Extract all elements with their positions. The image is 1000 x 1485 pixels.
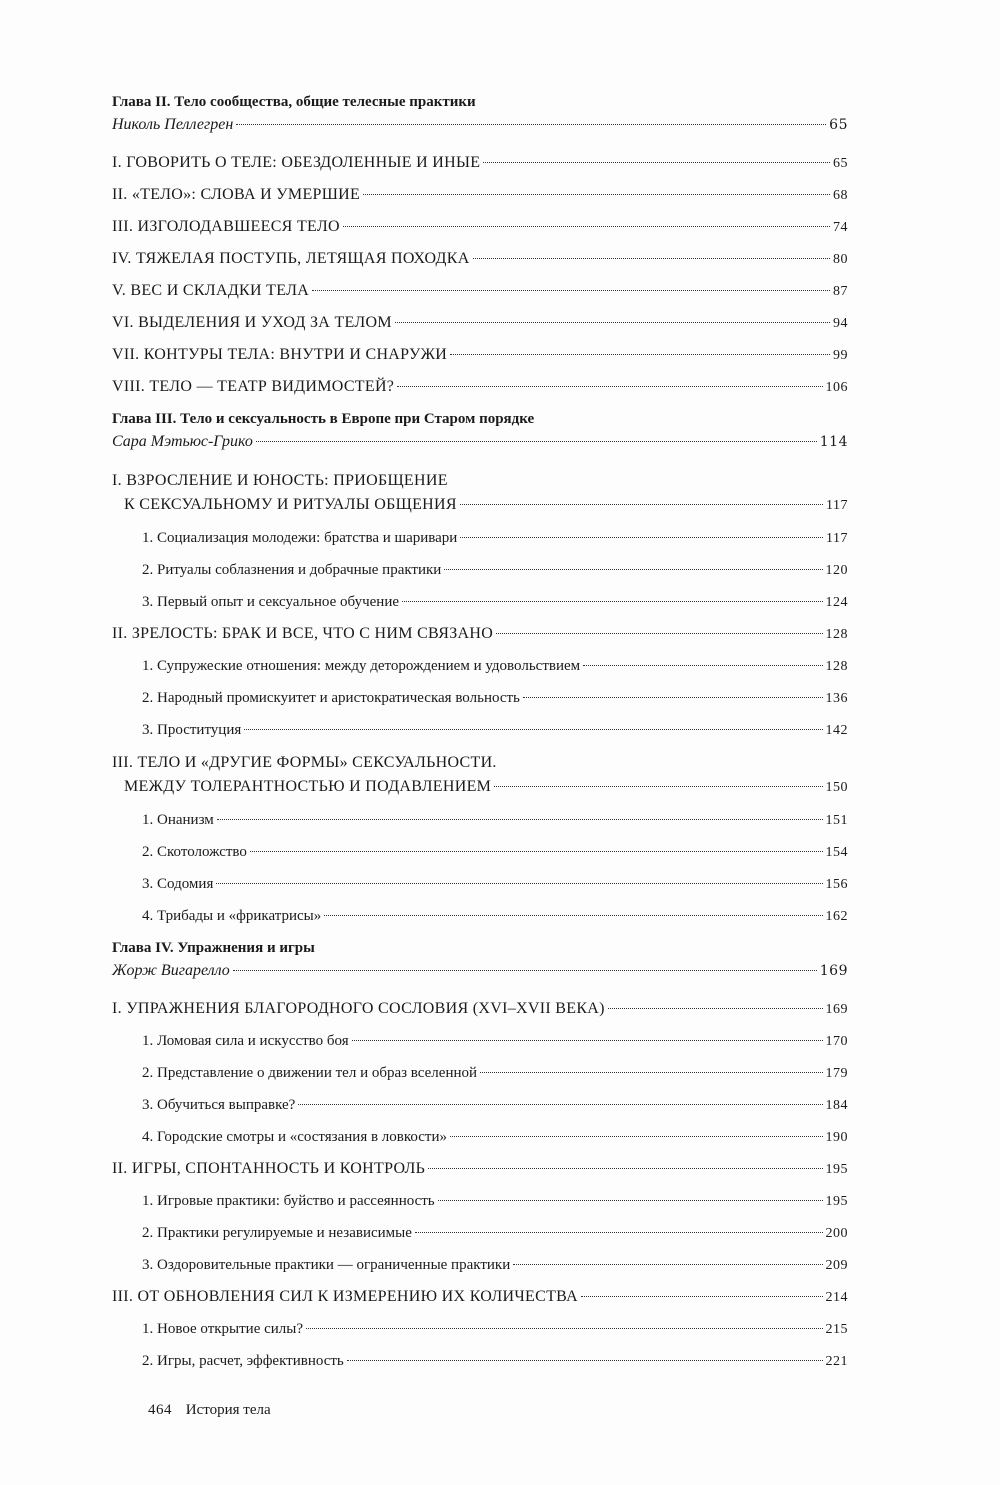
dot-leader	[217, 819, 823, 820]
toc-section	[112, 312, 848, 335]
chapter-title: Глава III. Тело и сексуальность в Европе при Старом порядке	[112, 411, 535, 427]
subsection-title: 2. Практики регулируемые и независимые	[142, 1225, 412, 1241]
subsection-title: 3. Обучиться выправке?	[142, 1097, 296, 1113]
section-title: III. ИЗГОЛОДАВШЕЕСЯ ТЕЛО	[112, 218, 340, 235]
page-number: 169	[819, 963, 848, 979]
subsection-title: 1. Новое открытие силы?	[142, 1321, 304, 1337]
page-number: 80	[833, 252, 848, 267]
toc-section	[112, 184, 848, 207]
dot-leader	[343, 226, 830, 227]
dot-leader	[513, 1264, 822, 1265]
toc-subsection	[112, 719, 848, 742]
dot-leader	[397, 386, 822, 387]
page-number: 68	[833, 188, 848, 203]
subsection-title: 3. Оздоровительные практики — ограниченные практики	[142, 1257, 511, 1273]
toc-section	[112, 998, 848, 1021]
toc-subsection	[112, 809, 848, 832]
page-number: 151	[825, 813, 848, 828]
page-number: 128	[825, 659, 848, 674]
toc-section-multiline	[112, 469, 848, 518]
dot-leader	[444, 569, 822, 570]
dot-leader	[581, 1296, 823, 1297]
dot-leader	[298, 1104, 822, 1105]
page-number: 142	[825, 723, 848, 738]
page-number: 184	[825, 1098, 848, 1113]
page-footer	[148, 1402, 271, 1419]
dot-leader	[347, 1360, 823, 1361]
subsection-title: 2. Ритуалы соблазнения и добрачные практики	[142, 562, 442, 578]
dot-leader	[363, 194, 830, 195]
dot-leader	[256, 441, 817, 442]
dot-leader	[216, 883, 822, 884]
section-title: IV. ТЯЖЕЛАЯ ПОСТУПЬ, ЛЕТЯЩАЯ ПОХОДКА	[112, 250, 470, 267]
subsection-title: 3. Первый опыт и сексуальное обучение	[142, 594, 399, 610]
toc-section	[112, 280, 848, 303]
dot-leader	[250, 851, 823, 852]
subsection-title: 1. Игровые практики: буйство и рассеянность	[142, 1193, 435, 1209]
page-number: 200	[825, 1226, 848, 1241]
table-of-contents	[112, 92, 848, 1382]
dot-leader	[395, 322, 830, 323]
page-number: 74	[833, 220, 848, 235]
toc-section-multiline	[112, 751, 848, 800]
subsection-title: 1. Социализация молодежи: братства и шаривари	[142, 530, 458, 546]
page-number: 65	[829, 117, 848, 133]
toc-section	[112, 344, 848, 367]
page-number: 150	[825, 780, 848, 795]
dot-leader	[523, 697, 823, 698]
toc-section	[112, 775, 848, 800]
section-title-line2: МЕЖДУ ТОЛЕРАНТНОСТЬЮ И ПОДАВЛЕНИЕМ	[124, 778, 492, 795]
dot-leader	[324, 915, 822, 916]
page-number: 190	[825, 1130, 848, 1145]
subsection-title: 4. Трибады и «фрикатрисы»	[142, 908, 322, 924]
section-title: II. ИГРЫ, СПОНТАННОСТЬ И КОНТРОЛЬ	[112, 1160, 426, 1177]
toc-subsection	[112, 1190, 848, 1213]
toc-subsection	[112, 1350, 848, 1373]
page-number: 179	[825, 1066, 848, 1081]
dot-leader	[583, 665, 822, 666]
toc-subsection	[112, 1030, 848, 1053]
toc-section	[112, 1286, 848, 1309]
section-title-line1: I. ВЗРОСЛЕНИЕ И ЮНОСТЬ: ПРИОБЩЕНИЕ	[112, 472, 448, 489]
dot-leader	[496, 633, 822, 634]
subsection-title: 2. Народный промискуитет и аристократическая вольность	[142, 690, 520, 706]
footer-book-title: История тела	[185, 1402, 271, 1418]
chapter-author-row	[112, 431, 848, 453]
chapter-author-row	[112, 114, 848, 136]
page-number: 120	[825, 563, 848, 578]
page-number: 94	[833, 316, 848, 331]
chapter-author: Жорж Вигарелло	[112, 962, 230, 979]
subsection-title: 3. Проституция	[142, 722, 242, 738]
toc-section	[112, 152, 848, 175]
page-number: 128	[825, 627, 848, 642]
dot-leader	[483, 162, 830, 163]
toc-subsection	[112, 1126, 848, 1149]
toc-subsection	[112, 687, 848, 710]
page-number: 156	[825, 877, 848, 892]
dot-leader	[233, 970, 817, 971]
chapter-title: Глава II. Тело сообщества, общие телесные практики	[112, 94, 476, 110]
dot-leader	[494, 786, 822, 787]
toc-subsection	[112, 841, 848, 864]
page-number: 169	[825, 1002, 848, 1017]
section-title: III. ОТ ОБНОВЛЕНИЯ СИЛ К ИЗМЕРЕНИЮ ИХ КОЛИЧЕСТВА	[112, 1288, 578, 1305]
chapter-author: Сара Мэтьюс-Грико	[112, 433, 253, 450]
page-number: 136	[825, 691, 848, 706]
section-title: I. ГОВОРИТЬ О ТЕЛЕ: ОБЕЗДОЛЕННЫЕ И ИНЫЕ	[112, 154, 481, 171]
page-number: 114	[819, 434, 848, 450]
dot-leader	[402, 601, 823, 602]
subsection-title: 4. Городские смотры и «состязания в ловкости»	[142, 1129, 448, 1145]
toc-subsection	[112, 559, 848, 582]
section-title: VII. КОНТУРЫ ТЕЛА: ВНУТРИ И СНАРУЖИ	[112, 346, 448, 363]
dot-leader	[415, 1232, 823, 1233]
subsection-title: 2. Скотоложство	[142, 844, 247, 860]
toc-subsection	[112, 1318, 848, 1341]
section-title-line2: К СЕКСУАЛЬНОМУ И РИТУАЛЫ ОБЩЕНИЯ	[124, 496, 457, 513]
section-title: I. УПРАЖНЕНИЯ БЛАГОРОДНОГО СОСЛОВИЯ (XVI–XVII ВЕКА)	[112, 1000, 605, 1017]
page-number: 117	[826, 531, 848, 546]
section-title: V. ВЕС И СКЛАДКИ ТЕЛА	[112, 282, 310, 299]
page-number: 162	[825, 909, 848, 924]
dot-leader	[428, 1168, 822, 1169]
subsection-title: 3. Содомия	[142, 876, 214, 892]
page-number: 117	[826, 498, 848, 513]
subsection-title: 1. Супружеские отношения: между деторождением и удовольствием	[142, 658, 581, 674]
chapter-author: Николь Пеллегрен	[112, 116, 234, 133]
toc-subsection	[112, 1254, 848, 1277]
page-number: 65	[833, 156, 848, 171]
toc-section	[112, 248, 848, 271]
page-number: 154	[825, 845, 848, 860]
dot-leader	[460, 504, 823, 505]
dot-leader	[460, 537, 823, 538]
subsection-title: 2. Игры, расчет, эффективность	[142, 1353, 344, 1369]
page-number: 221	[825, 1354, 848, 1369]
section-title: VI. ВЫДЕЛЕНИЯ И УХОД ЗА ТЕЛОМ	[112, 314, 392, 331]
toc-section	[112, 376, 848, 399]
footer-page-number: 464	[148, 1402, 172, 1418]
toc-subsection	[112, 873, 848, 896]
chapter-title: Глава IV. Упражнения и игры	[112, 940, 315, 956]
toc-section	[112, 1158, 848, 1181]
section-title: VIII. ТЕЛО — ТЕАТР ВИДИМОСТЕЙ?	[112, 378, 395, 395]
toc-subsection	[112, 527, 848, 550]
page-number: 124	[825, 595, 848, 610]
page-number: 195	[825, 1194, 848, 1209]
dot-leader	[480, 1072, 822, 1073]
dot-leader	[244, 729, 822, 730]
page-number: 214	[825, 1290, 848, 1305]
section-title: II. «ТЕЛО»: СЛОВА И УМЕРШИЕ	[112, 186, 361, 203]
dot-leader	[608, 1008, 823, 1009]
dot-leader	[352, 1040, 823, 1041]
subsection-title: 1. Онанизм	[142, 812, 214, 828]
dot-leader	[438, 1200, 823, 1201]
toc-subsection	[112, 591, 848, 614]
page-number: 209	[825, 1258, 848, 1273]
page-number: 170	[825, 1034, 848, 1049]
chapter-author-row	[112, 960, 848, 982]
page-number: 106	[825, 380, 848, 395]
toc-subsection	[112, 1094, 848, 1117]
page-number: 99	[833, 348, 848, 363]
toc-section	[112, 493, 848, 518]
dot-leader	[450, 1136, 822, 1137]
toc-subsection	[112, 905, 848, 928]
dot-leader	[306, 1328, 822, 1329]
dot-leader	[236, 124, 826, 125]
dot-leader	[312, 290, 830, 291]
page-number: 215	[825, 1322, 848, 1337]
subsection-title: 1. Ломовая сила и искусство боя	[142, 1033, 349, 1049]
section-title-line1: III. ТЕЛО И «ДРУГИЕ ФОРМЫ» СЕКСУАЛЬНОСТИ.	[112, 754, 497, 771]
subsection-title: 2. Представление о движении тел и образ вселенной	[142, 1065, 478, 1081]
toc-subsection	[112, 655, 848, 678]
section-title: II. ЗРЕЛОСТЬ: БРАК И ВСЕ, ЧТО С НИМ СВЯЗАНО	[112, 625, 494, 642]
toc-subsection	[112, 1062, 848, 1085]
dot-leader	[450, 354, 830, 355]
toc-section	[112, 216, 848, 239]
toc-section	[112, 623, 848, 646]
dot-leader	[473, 258, 830, 259]
page-number: 195	[825, 1162, 848, 1177]
toc-subsection	[112, 1222, 848, 1245]
page-number: 87	[833, 284, 848, 299]
